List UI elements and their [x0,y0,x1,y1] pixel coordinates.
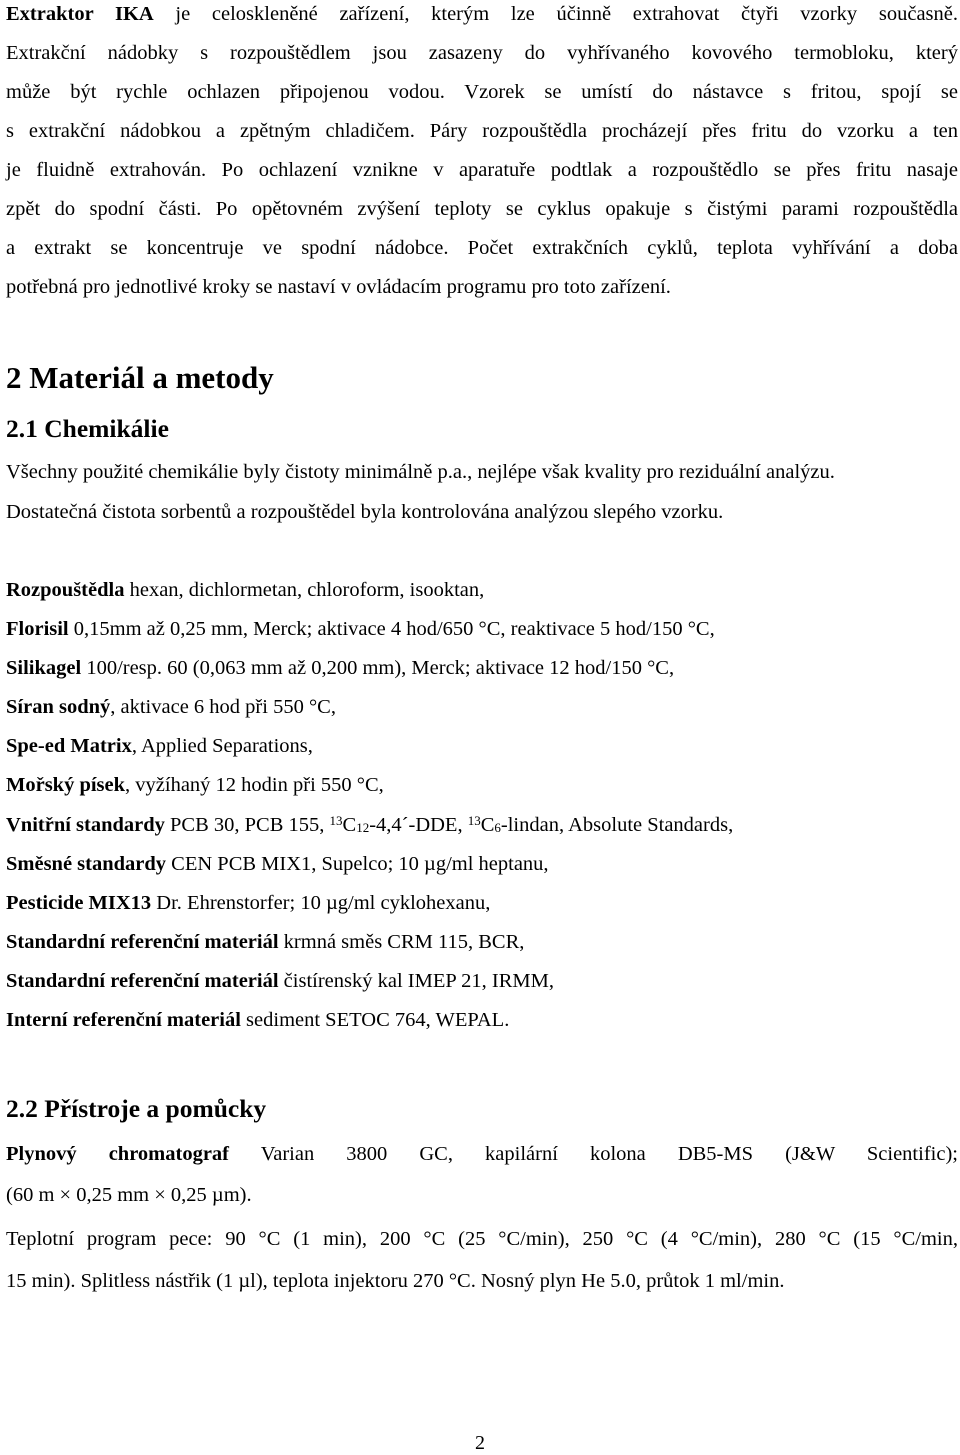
chemical-item [6,771,958,799]
chemical-term: Silikagel [6,657,82,679]
chemical-item [6,889,958,917]
chemical-term: Síran sodný [6,696,111,718]
instrument-desc: Varian 3800 GC, kapilární kolona DB5-MS (J&W Scientific); [260,1143,958,1165]
chemical-desc: krmná směs CRM 115, BCR, [278,931,525,953]
chemical-desc: , aktivace 6 hod při 550 °C, [110,696,336,718]
section-heading: 2 Materiál a metody [6,360,274,395]
chemical-term: Spe-ed Matrix [6,735,132,757]
chemical-desc: 0,15mm až 0,25 mm, Merck; aktivace 4 hod/650 °C, reaktivace 5 hod/150 °C, [68,618,715,640]
chemical-item [6,732,958,760]
chemical-item [6,615,958,643]
chem-intro-line: Dostatečná čistota sorbentů a rozpouštědel byla kontrolována analýzou slepého vzorku. [6,501,724,523]
chemical-desc: -lindan, Absolute Standards, [500,814,734,836]
chemical-desc: , Applied Separations, [131,735,313,757]
chemical-desc: sediment SETOC 764, WEPAL. [240,1009,510,1031]
chemical-desc: C [480,814,495,836]
chem-intro-line: Všechny použité chemikálie byly čistoty minimálně p.a., nejlépe však kvality pro reziduální analýzu. [6,461,835,483]
temp-program-line: Teplotní program pece: 90 °C (1 min), 200 °C (25 °C/min), 250 °C (4 °C/min), 280 °C (15 °C/min, [6,1228,958,1250]
chemical-desc: PCB 30, PCB 155, [164,814,330,836]
intro-line: s extrakční nádobkou a zpětným chladičem. Páry rozpouštědla procházejí přes fritu do vzorku a ten [6,120,958,142]
chemical-desc: Dr. Ehrenstorfer; 10 µg/ml cyklohexanu, [151,892,491,914]
chemical-desc: 100/resp. 60 (0,063 mm až 0,200 mm), Merck; aktivace 12 hod/150 °C, [81,657,675,679]
chemical-item [6,1006,958,1034]
intro-line: a extrakt se koncentruje ve spodní nádobce. Počet extrakčních cyklů, teplota vyhřívání a doba [6,237,958,259]
chemical-item [6,850,958,878]
subsection-heading: 2.2 Přístroje a pomůcky [6,1094,267,1123]
isotope-superscript: 13 [467,813,481,828]
instrument-term: Plynový chromatograf [6,1143,229,1165]
chemical-item [6,967,958,995]
chemical-item-internal-standards [6,811,958,839]
chemical-desc: C [342,814,357,836]
chemical-desc: CEN PCB MIX1, Supelco; 10 µg/ml heptanu, [166,853,549,875]
chemical-item [6,928,958,956]
atom-count-subscript: 12 [356,820,370,835]
temp-program-line: 15 min). Splitless nástřik (1 µl), teplota injektoru 270 °C. Nosný plyn He 5.0, průtok 1 ml/min. [6,1270,785,1292]
intro-line [6,0,958,28]
intro-line: může být rychle ochlazen připojenou vodou. Vzorek se umístí do nástavce s fritou, spojí se [6,81,958,103]
gc-line: (60 m × 0,25 mm × 0,25 µm). [6,1184,252,1206]
chemical-desc: čistírenský kal IMEP 21, IRMM, [278,970,554,992]
intro-line: Extrakční nádobky s rozpouštědlem jsou zasazeny do vyhřívaného kovového termobloku, který [6,42,958,64]
page-number: 2 [475,1432,485,1454]
device-name: Extraktor IKA [6,3,154,25]
isotope-superscript: 13 [329,813,343,828]
chemical-term: Vnitřní standardy [6,814,165,836]
chemical-desc: , vyžíhaný 12 hodin při 550 °C, [125,774,384,796]
gc-line [6,1140,958,1168]
chemical-item [6,693,958,721]
intro-line: je fluidně extrahován. Po ochlazení vznikne v aparatuře podtlak a rozpouštědlo se přes fritu nasaje [6,159,958,181]
chemical-term: Rozpouštědla [6,579,125,601]
chemical-desc: -4,4´-DDE, [369,814,468,836]
chemical-desc: hexan, dichlormetan, chloroform, isooktan, [124,579,485,601]
intro-line: potřebná pro jednotlivé kroky se nastaví v ovládacím programu pro toto zařízení. [6,276,671,298]
chemical-term: Standardní referenční materiál [6,931,279,953]
chemical-item [6,576,958,604]
chemical-item [6,654,958,682]
chemical-term: Mořský písek [6,774,126,796]
intro-line: zpět do spodní části. Po opětovném zvýšení teploty se cyklus opakuje s čistými parami rozpouštědla [6,198,958,220]
intro-line-rest: je celoskleněné zařízení, kterým lze účinně extrahovat čtyři vzorky současně. [153,3,958,25]
chemical-term: Směsné standardy [6,853,167,875]
chemical-term: Standardní referenční materiál [6,970,279,992]
chemical-term: Pesticide MIX13 [6,892,152,914]
atom-count-subscript: 6 [494,820,501,835]
subsection-heading: 2.1 Chemikálie [6,414,169,443]
chemical-term: Interní referenční materiál [6,1009,241,1031]
chemical-term: Florisil [6,618,69,640]
